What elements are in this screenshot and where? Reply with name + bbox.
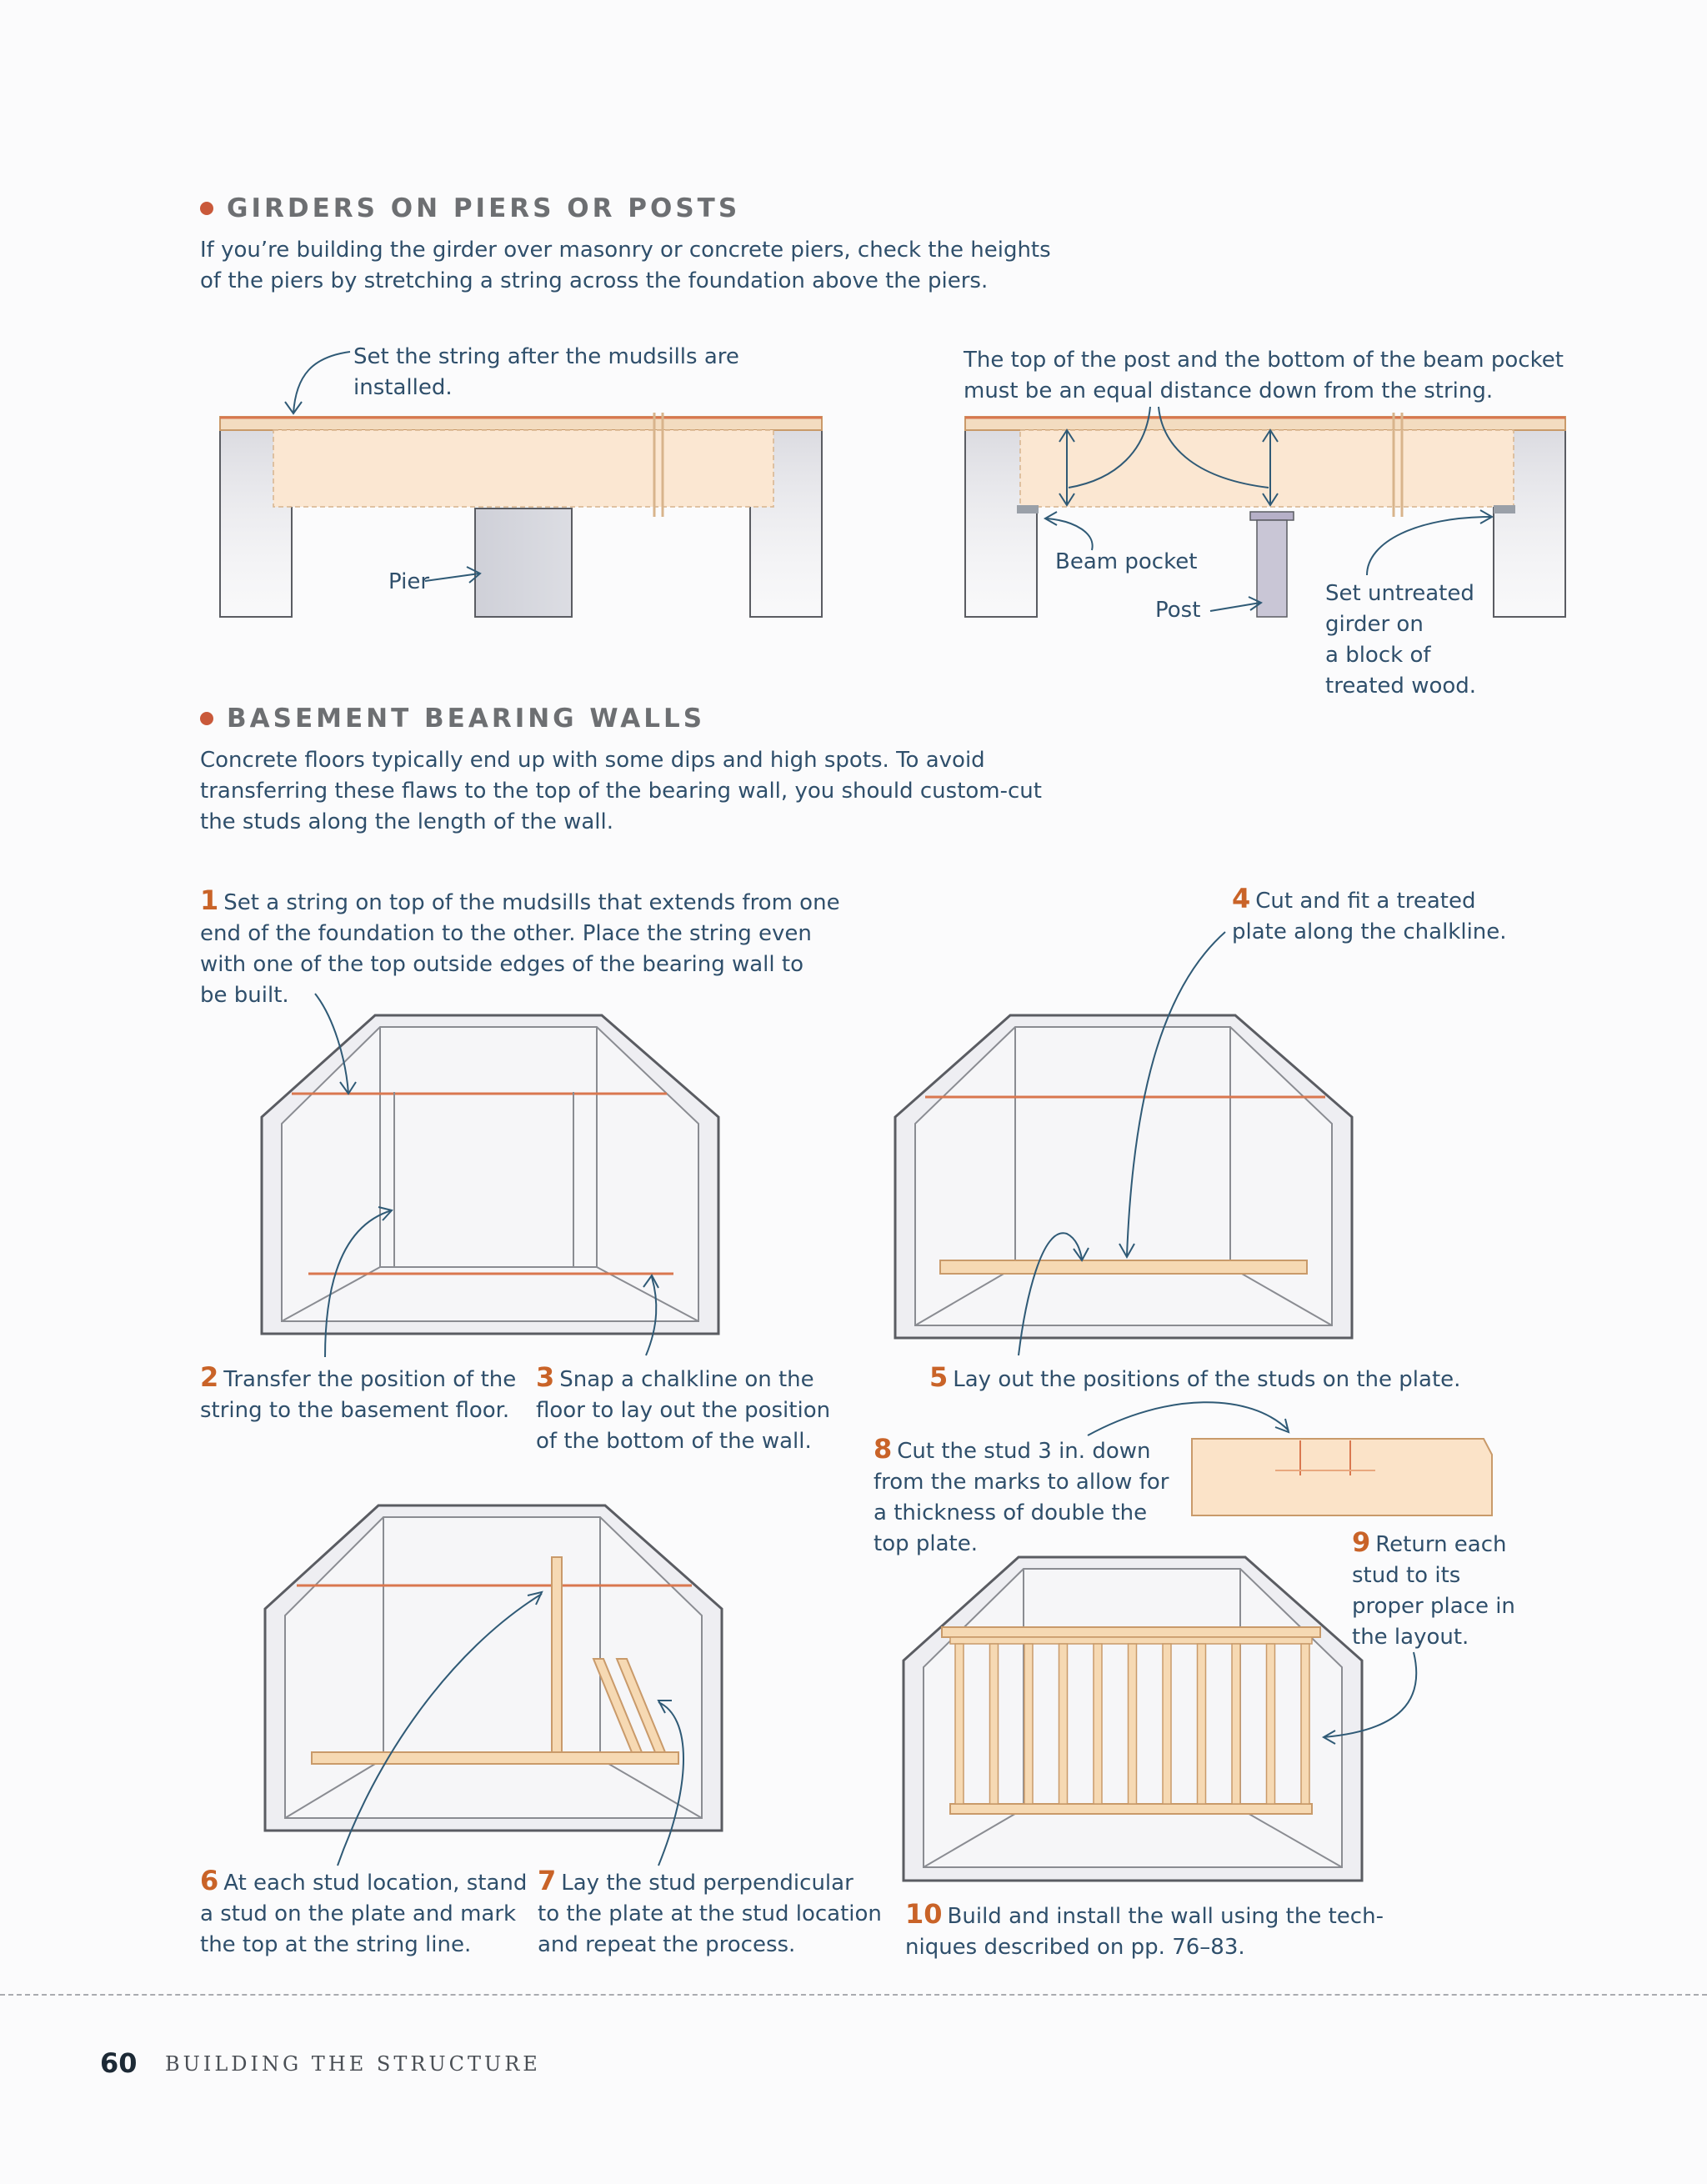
stud [1301,1644,1309,1804]
stud [1059,1644,1068,1804]
post-label: Post [1155,598,1201,623]
step-2-caption: 2 Transfer the position of the string to the basement floor. [200,1361,517,1423]
post-callout: The top of the post and the bottom of the beam pocket must be an equal distance down from the string. [964,348,1564,403]
bullet-icon [200,712,213,725]
stud [1094,1644,1102,1804]
step-1-caption: 1 Set a string on top of the mudsills that extends from one end of the foundation to the other. Place the string even with one of the top outside edges of the bearing wall to be built. [200,884,840,1008]
stud [955,1644,964,1804]
section-heading-girders: GIRDERS ON PIERS OR POSTS [200,193,740,223]
stud [1198,1644,1206,1804]
step-5-caption: 5 Lay out the positions of the studs on the plate. [929,1361,1461,1393]
beam-pocket-label: Beam pocket [1055,549,1198,574]
string-callout: Set the string after the mudsills are installed. [353,344,739,400]
step-3-caption: 3 Snap a chalkline on the floor to lay out the position of the bottom of the wall. [536,1361,831,1454]
step-9-caption: 9 Return each stud to its proper place in the layout. [1352,1526,1515,1650]
stud [1163,1644,1171,1804]
step-10-caption: 10 Build and install the wall using the tech- niques described on pp. 76–83. [905,1898,1384,1960]
basement-figure-step9-10 [904,1557,1416,1881]
stud [1232,1644,1240,1804]
untreated-girder-callout: Set untreated girder on a block of treated wood. [1325,581,1477,699]
basement-figure-step1-3 [262,994,718,1357]
section-heading-basement: BASEMENT BEARING WALLS [200,704,705,734]
running-title: BUILDING THE STRUCTURE [165,2052,541,2076]
stud [1129,1644,1137,1804]
stud [990,1644,999,1804]
section2-intro: Concrete floors typically end up with some dips and high spots. To avoid transferring these flaws to the top of the bearing wall, you should custom-cut the studs along the length of the wall. [200,748,1042,834]
page-number: 60 [100,2047,138,2079]
basement-figure-step4-5 [895,932,1352,1355]
section1-intro: If you’re building the girder over masonry or concrete piers, check the heights of the piers by stretching a string across the foundation above the piers. [200,238,1051,293]
footer-divider [0,1994,1707,1996]
pier-label: Pier [388,569,430,594]
basement-figure-step6-7 [265,1505,722,1866]
step-8-caption: 8 Cut the stud 3 in. down from the marks to allow for a thickness of double the top plate. [874,1433,1169,1556]
stud [1024,1644,1033,1804]
step-7-caption: 7 Lay the stud perpendicular to the plate at the stud location and repeat the process. [538,1865,882,1957]
step-6-caption: 6 At each stud location, stand a stud on the plate and mark the top at the string line. [200,1865,528,1957]
step-4-caption: 4 Cut and fit a treated plate along the chalkline. [1232,883,1507,944]
stud [1267,1644,1275,1804]
